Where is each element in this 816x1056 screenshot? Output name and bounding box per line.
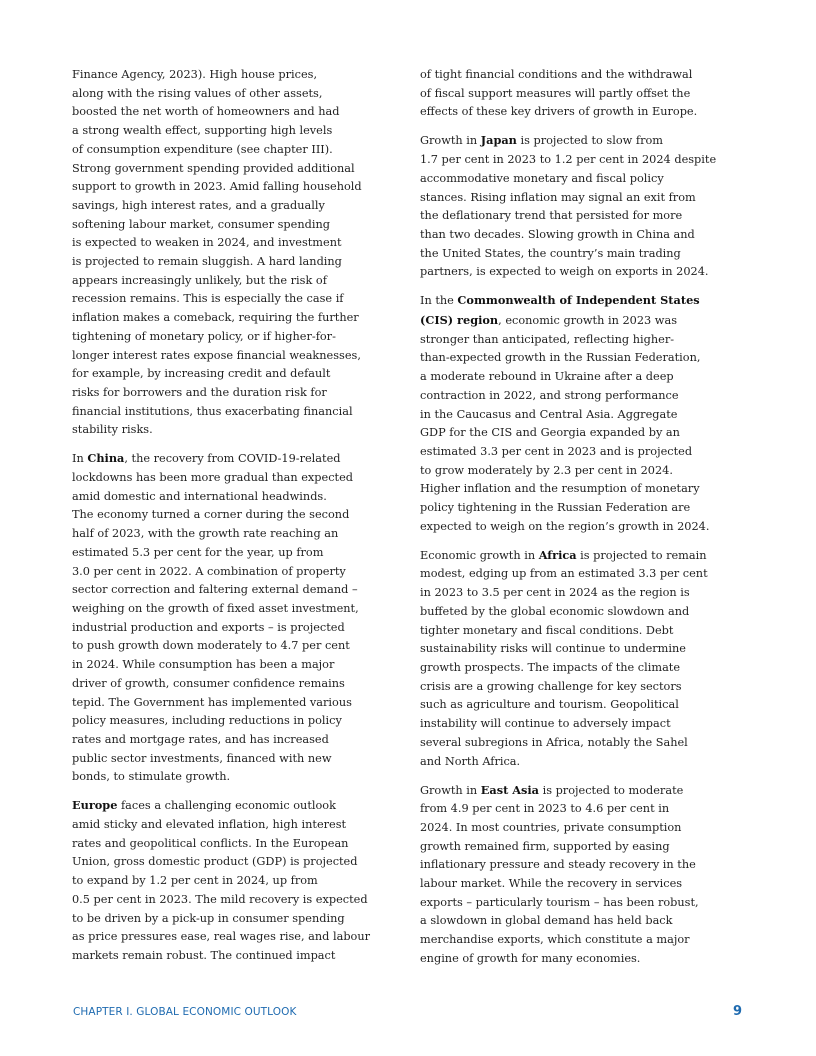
text-line: several subregions in Africa, notably the Sahel	[420, 735, 688, 749]
text-line: tepid. The Government has implemented various	[72, 695, 352, 709]
text-line: expected to weigh on the region’s growth in 2024.	[420, 519, 710, 533]
bold-term: East Asia	[480, 782, 539, 797]
text-line: rates and geopolitical conflicts. In the European	[72, 836, 349, 850]
text-line: half of 2023, with the growth rate reaching an	[72, 527, 339, 541]
text-line: sustainability risks will continue to undermine	[420, 642, 686, 656]
text-line: than two decades. Slowing growth in China and	[420, 227, 695, 241]
right-column	[420, 66, 750, 978]
text-line: a slowdown in global demand has held back	[420, 914, 673, 928]
text-line: to expand by 1.2 per cent in 2024, up from	[72, 874, 318, 888]
text-line: crisis are a growing challenge for key sectors	[420, 679, 682, 693]
text-line: softening labour market, consumer spending	[72, 217, 330, 231]
text-line: the deflationary trend that persisted for more	[420, 209, 683, 223]
text-line: in the Caucasus and Central Asia. Aggregate	[420, 407, 678, 421]
text-line: longer interest rates expose financial weaknesses,	[72, 348, 361, 362]
text-line: estimated 5.3 per cent for the year, up from	[72, 545, 324, 559]
text-line: 0.5 per cent in 2023. The mild recovery is expected	[72, 892, 368, 906]
text-line: to push growth down moderately to 4.7 per cent	[72, 639, 350, 653]
text-segment: faces a challenging economic outlook	[117, 799, 336, 813]
bold-term: China	[87, 451, 125, 466]
paragraph	[72, 66, 402, 440]
text-segment: is projected to slow from	[516, 134, 663, 148]
text-line: such as agriculture and tourism. Geopolitical	[420, 698, 679, 712]
text-line: financial institutions, thus exacerbating financial	[72, 404, 353, 418]
text-line: from 4.9 per cent in 2023 to 4.6 per cent in	[420, 802, 670, 816]
text-segment: In	[72, 452, 88, 466]
paragraph	[72, 796, 402, 965]
text-line: inflationary pressure and steady recovery in the	[420, 858, 696, 872]
bold-term: (CIS) region	[420, 313, 499, 328]
chapter-title-footer: CHAPTER I. GLOBAL ECONOMIC OUTLOOK	[73, 1006, 297, 1018]
text-line: Strong government spending provided additional	[72, 161, 355, 175]
text-line: Finance Agency, 2023). High house prices,	[72, 68, 318, 81]
text-segment: Economic growth in	[420, 548, 539, 562]
text-line: growth remained firm, supported by easing	[420, 839, 670, 853]
text-line: stability risks.	[72, 423, 153, 437]
text-line: boosted the net worth of homeowners and had	[72, 105, 340, 119]
text-line: to grow moderately by 2.3 per cent in 2024.	[420, 463, 673, 477]
text-segment: , economic growth in 2023 was	[498, 314, 677, 328]
text-line: rates and mortgage rates, and has increased	[72, 732, 329, 746]
text-line: weighing on the growth of fixed asset investment,	[72, 601, 359, 615]
text-line: 1.7 per cent in 2023 to 1.2 per cent in 2024 despite	[420, 153, 717, 167]
paragraph	[420, 546, 750, 771]
text-line: than-expected growth in the Russian Federation,	[420, 351, 701, 365]
text-line: as price pressures ease, real wages rise, and labour	[72, 930, 371, 944]
page-number: 9	[733, 1004, 743, 1019]
text-line: modest, edging up from an estimated 3.3 per cent	[420, 567, 708, 581]
paragraph	[420, 291, 750, 536]
text-line: in 2023 to 3.5 per cent in 2024 as the region is	[420, 586, 690, 600]
text-line: buffeted by the global economic slowdown and	[420, 604, 690, 618]
paragraph	[420, 66, 750, 122]
text-line: labour market. While the recovery in services	[420, 877, 683, 891]
text-segment: Growth in	[420, 134, 481, 148]
text-line: exports – particularly tourism – has been robust,	[420, 895, 699, 909]
text-line: markets remain robust. The continued impact	[72, 948, 336, 962]
text-line: to be driven by a pick-up in consumer spending	[72, 911, 345, 925]
text-line	[420, 311, 750, 331]
text-line: of consumption expenditure (see chapter III).	[72, 142, 333, 156]
text-line: a strong wealth effect, supporting high levels	[72, 124, 333, 138]
text-line: is expected to weaken in 2024, and investment	[72, 236, 342, 250]
bold-term: Japan	[480, 133, 517, 148]
text-line	[420, 546, 750, 566]
text-line: for example, by increasing credit and default	[72, 367, 331, 381]
text-line: instability will continue to adversely impact	[420, 717, 671, 731]
text-line: tighter monetary and fiscal conditions. Debt	[420, 623, 674, 637]
text-line: public sector investments, financed with new	[72, 751, 332, 765]
text-line: tightening of monetary policy, or if higher-for-	[72, 329, 336, 343]
text-segment: is projected to moderate	[538, 783, 684, 797]
text-line	[420, 781, 750, 801]
text-line: contraction in 2022, and strong performance	[420, 388, 679, 402]
text-line	[420, 291, 750, 311]
text-line: effects of these key drivers of growth in Europe.	[420, 105, 698, 119]
text-line: partners, is expected to weigh on exports in 2024.	[420, 265, 709, 279]
bold-term: Africa	[538, 547, 577, 562]
text-line: accommodative monetary and fiscal policy	[420, 171, 664, 185]
text-line: The economy turned a corner during the second	[72, 508, 350, 522]
text-line: support to growth in 2023. Amid falling household	[72, 180, 362, 194]
text-line	[72, 449, 402, 469]
text-line: and North Africa.	[420, 754, 521, 768]
paragraph	[420, 131, 750, 282]
text-line: merchandise exports, which constitute a major	[420, 933, 690, 947]
text-line	[420, 131, 750, 151]
bold-term: Europe	[72, 798, 118, 813]
text-line: driver of growth, consumer confidence remains	[72, 676, 345, 690]
text-line: recession remains. This is especially the case if	[72, 292, 344, 306]
paragraph	[420, 781, 750, 969]
text-line: Higher inflation and the resumption of monetary	[420, 482, 700, 496]
text-line: appears increasingly unlikely, but the risk of	[72, 273, 327, 287]
text-line: growth prospects. The impacts of the climate	[420, 660, 681, 674]
text-line: a moderate rebound in Ukraine after a deep	[420, 370, 674, 384]
text-line: 3.0 per cent in 2022. A combination of property	[72, 564, 346, 578]
paragraph	[72, 449, 402, 787]
text-line: the United States, the country’s main trading	[420, 246, 681, 260]
text-line: savings, high interest rates, and a gradually	[72, 198, 325, 212]
text-line: of fiscal support measures will partly offset the	[420, 86, 691, 100]
text-line: risks for borrowers and the duration risk for	[72, 385, 327, 399]
text-line: sector correction and faltering external demand –	[72, 583, 358, 597]
text-segment: is projected to remain	[576, 548, 707, 562]
text-line: amid domestic and international headwinds.	[72, 489, 327, 503]
text-segment: In the	[420, 294, 458, 308]
bold-term: Commonwealth of Independent States	[457, 293, 700, 308]
text-line: in 2024. While consumption has been a major	[72, 658, 335, 672]
text-line: policy tightening in the Russian Federation are	[420, 501, 691, 515]
text-line: 2024. In most countries, private consumption	[420, 820, 682, 834]
text-line: policy measures, including reductions in policy	[72, 714, 342, 728]
text-line: of tight financial conditions and the withdrawal	[420, 68, 693, 81]
text-segment: , the recovery from COVID-19-related	[124, 452, 341, 466]
text-line	[72, 796, 402, 816]
text-line: stronger than anticipated, reflecting higher-	[420, 332, 675, 346]
text-line: inflation makes a comeback, requiring the further	[72, 311, 359, 325]
text-line: lockdowns has been more gradual than expected	[72, 471, 353, 485]
text-line: industrial production and exports – is projected	[72, 620, 345, 634]
text-line: along with the rising values of other assets,	[72, 86, 323, 100]
text-segment: Growth in	[420, 783, 481, 797]
text-line: amid sticky and elevated inflation, high interest	[72, 818, 347, 832]
left-column	[72, 66, 402, 975]
text-line: estimated 3.3 per cent in 2023 and is projected	[420, 444, 693, 458]
text-line: Union, gross domestic product (GDP) is projected	[72, 855, 358, 869]
text-line: engine of growth for many economies.	[420, 951, 641, 965]
text-line: is projected to remain sluggish. A hard landing	[72, 255, 342, 269]
text-line: stances. Rising inflation may signal an exit from	[420, 190, 696, 204]
text-line: bonds, to stimulate growth.	[72, 770, 231, 784]
text-line: GDP for the CIS and Georgia expanded by an	[420, 426, 680, 440]
